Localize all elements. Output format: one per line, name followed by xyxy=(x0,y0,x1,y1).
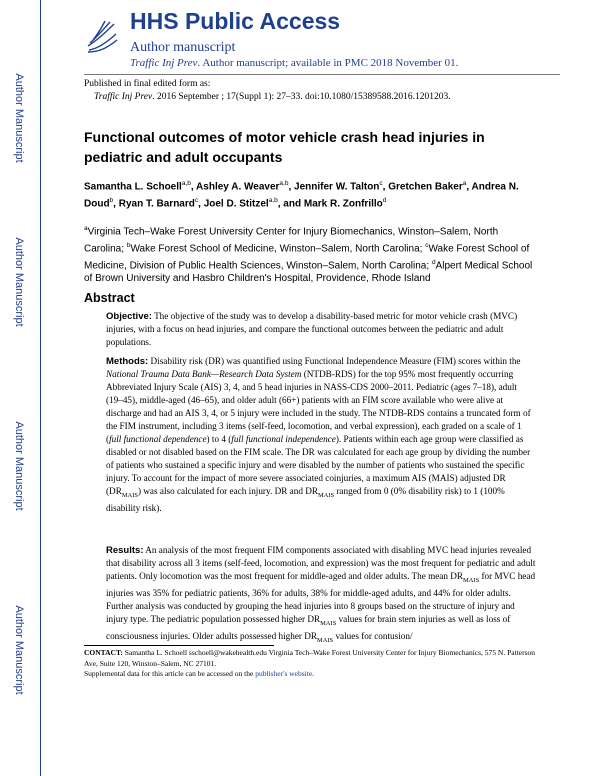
sidebar-label: Author Manuscript xyxy=(13,73,25,163)
affiliation-text: Virginia Tech–Wake Forest University Center for Injury Biomechanics, Winston–Salem, North Carolina; xyxy=(84,226,499,255)
author-affiliation-sup: a,b xyxy=(268,197,278,205)
abstract-results: Results: An analysis of the most frequent FIM components associated with disabling MVC head injuries revealed that disability across all 3 items (self-feed, locomotion, and expression) was the most frequent for pediatric and adult patients. Only locomotion was the most frequent for middle-aged and older adults. The mean $DR_{MAIS}$ for MVC head injuries was 35% for pediatric patients, 36% for adults, 38% for middle-aged adults, and 44% for older adults. Further analysis was conducted by grouping the head injuries into 8 groups based on the structure of injury and injury type. The pediatric population possessed higher $DR_{MAIS}$ values for brain stem injuries as well as loss of consciousness injuries. Older adults possessed higher $DR_{MAIS}$ values for contusion/ xyxy=(106,545,536,644)
author-separator: , xyxy=(466,181,472,193)
author-separator: , xyxy=(382,181,389,193)
publication-info: Published in final edited form as: Traffic Inj Prev. 2016 September ; 17(Suppl 1): 27–33. doi:10.1080/15389588.2016.1201203. xyxy=(84,79,451,102)
header-divider xyxy=(84,74,560,75)
affiliation-marker: d xyxy=(431,258,436,266)
author-affiliation-sup: b xyxy=(109,197,114,205)
affiliation-marker: c xyxy=(425,241,429,249)
hhs-eagle-logo xyxy=(84,16,120,54)
author-name: Gretchen Baker xyxy=(388,181,463,193)
author-name: Mark R. Zonfrillo xyxy=(303,198,383,210)
footnotes xyxy=(84,648,544,680)
abstract-objective: Objective: The objective of the study was to develop a disability-based metric for motor vehicle crash (MVC) injuries, with a focus on head injuries, and compare the functional outcomes between the pediatric and adult populations. xyxy=(106,311,518,347)
author-affiliation-sup: a,b xyxy=(181,180,191,187)
author-separator: , xyxy=(288,181,295,193)
sidebar-label: Author Manuscript xyxy=(13,605,25,695)
hhs-public-access-title: HHS Public Access xyxy=(130,8,341,34)
article-title: Functional outcomes of motor vehicle crash head injuries in pediatric and adult occupants xyxy=(84,129,485,165)
abstract-methods: Methods: Disability risk (DR) was quantified using Functional Independence Measure (FIM) scores within the National Trauma Data Bank—Research Data System (NTDB-RDS) for the top 95% most frequently occurring Abbreviated Injury Scale (AIS) 3, 4, and 5 head injuries in NASS-CDS 2000–2011. Pediatric (ages 7–18), adult (19–45), middle-aged (46–65), and older adult (66+) patients with an FIM score available who were alive at discharge and had an AIS 3, 4, or 5 injury were included in the study. The NTDB-RDS contains a truncated form of the FIM instrument, including 3 items (self-feed, locomotion, and verbal expression), each graded on a scale of 1 (full functional dependence) to 4 (full functional independence). Patients within each age group were classified as disabled or not disabled based on the FIM scale. The DR was calculated for each age group by dividing the number of patients who sustained a specific injury and were disabled by the number of patients who sustained the specific injury. To account for the impact of more severe associated coinjuries, a maximum AIS (MAIS) adjusted DR $(DR_{MAIS})$ was also calculated for each injury. DR and $DR_{MAIS}$ ranged from 0 (0% disability risk) to 1 (100% disability risk). xyxy=(106,356,531,513)
author-name: Ashley A. Weaver xyxy=(196,181,280,193)
author-list xyxy=(84,177,534,212)
author-separator: , xyxy=(113,198,119,210)
sidebar-rule xyxy=(40,0,41,776)
author-separator: , and xyxy=(277,198,304,210)
author-separator: , xyxy=(198,198,204,210)
affiliation-text: Alpert Medical School of Brown University and Hasbro Children's Hospital, Providence, Rhode Island xyxy=(84,259,533,285)
affiliation-marker: a xyxy=(84,225,88,232)
author-name: Joel D. Stitzel xyxy=(203,198,269,210)
author-separator: , xyxy=(190,181,197,193)
sidebar-label: Author Manuscript xyxy=(13,237,25,327)
affiliation-text: Wake Forest School of Medicine, Winston–Salem, North Carolina; xyxy=(130,243,426,255)
affiliation-text: Wake Forest School of Medicine, Division of Public Health Sciences, Winston–Salem, North Carolina; xyxy=(84,243,530,271)
author-affiliation-sup: a,b xyxy=(279,180,289,187)
author-affiliation-sup: a xyxy=(462,180,467,187)
affiliation-marker: b xyxy=(126,241,131,249)
author-name: Andrea N. Doud xyxy=(84,181,519,210)
author-name: Samantha L. Schoell xyxy=(84,181,182,193)
publisher-website-link[interactable]: publisher's website xyxy=(255,669,313,678)
author-affiliation-sup: c xyxy=(379,180,383,187)
footnote-divider xyxy=(84,645,274,646)
abstract-heading: Abstract xyxy=(84,291,135,305)
author-affiliation-sup: d xyxy=(382,197,387,205)
availability-line: Traffic Inj Prev. Author manuscript; available in PMC 2018 November 01. xyxy=(130,57,459,69)
sidebar-label: Author Manuscript xyxy=(13,421,25,511)
author-manuscript-label: Author manuscript xyxy=(130,40,236,55)
supplemental-note: Supplemental data for this article can be accessed on the publisher's website. xyxy=(84,669,315,678)
author-affiliation-sup: c xyxy=(194,197,199,205)
contact-note: CONTACT: Samantha L. Schoell sschoell@wakehealth.edu Virginia Tech–Wake Forest University Center for Injury Biomechanics, 575 N. Patterson Ave, Suite 120, Winston–Salem, NC 27101. xyxy=(84,648,535,668)
affiliations xyxy=(84,222,534,286)
author-name: Ryan T. Barnard xyxy=(118,198,195,210)
author-name: Jennifer W. Talton xyxy=(294,181,380,193)
